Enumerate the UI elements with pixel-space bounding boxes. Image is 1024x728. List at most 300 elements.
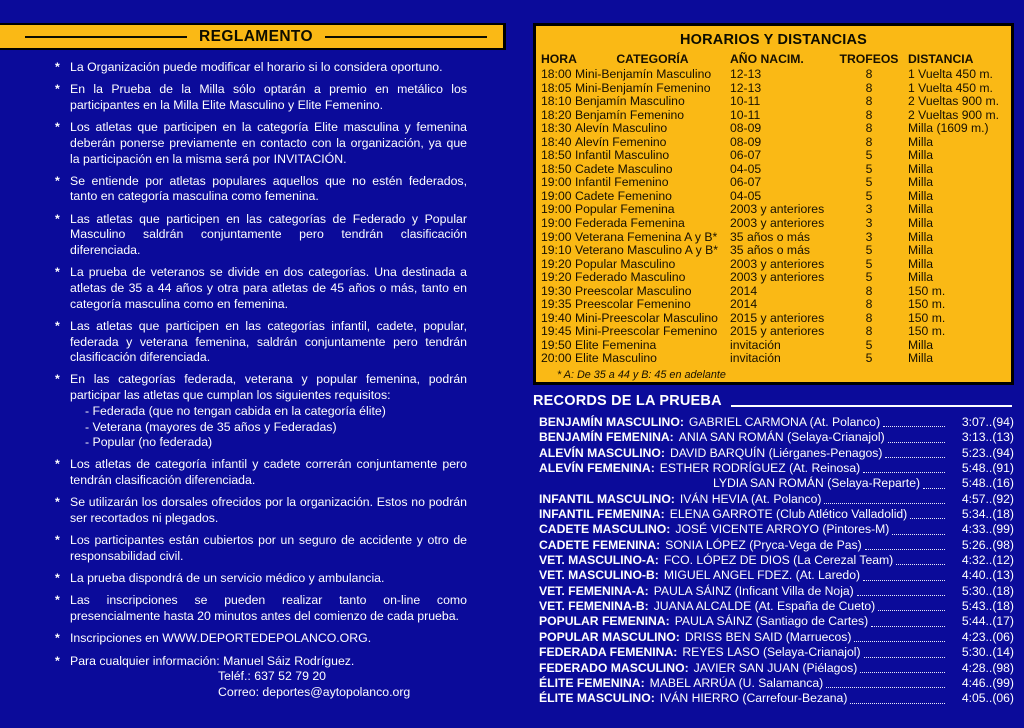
record-row <box>539 645 1014 660</box>
horario-row <box>541 298 1011 312</box>
record-holder-name: SONIA LÓPEZ (Pryca-Vega de Pas) <box>665 537 862 552</box>
record-category-label: VET. FEMENINA-B: <box>539 599 649 614</box>
dotted-leader <box>826 687 945 688</box>
horario-cell: 150 m. <box>908 283 946 298</box>
rule-paragraph: Se utilizarán los dorsales ofrecidos por la organización. Estos no podrán ser recortados ni plegados. <box>70 495 467 526</box>
horario-row <box>541 285 1011 299</box>
horario-cell: Milla <box>908 243 934 258</box>
horario-cell: 19:30 <box>541 283 572 298</box>
rule-text <box>70 60 467 76</box>
rule-subitem: - Popular (no federada) <box>85 435 213 450</box>
horario-cell: 8 <box>865 94 873 109</box>
horario-row <box>541 136 1011 150</box>
record-time: 4:46..(99) <box>961 675 1014 690</box>
horario-cell: 04-05 <box>730 161 762 176</box>
record-time: 4:33..(99) <box>961 522 1014 537</box>
right-column <box>533 23 1014 707</box>
rule-subitem: Correo: deportes@aytopolanco.org <box>218 684 411 699</box>
horario-cell: 12-13 <box>730 80 762 95</box>
rule-item <box>55 372 467 451</box>
horario-cell: 08-09 <box>730 134 762 149</box>
rule-item <box>55 495 467 526</box>
dotted-leader <box>892 534 945 535</box>
horario-row <box>541 203 1011 217</box>
horario-cell: Milla <box>908 134 934 149</box>
record-holder-name: REYES LASO (Selaya-Crianajol) <box>682 645 861 660</box>
horario-cell: 19:00 <box>541 216 572 231</box>
horario-cell: 19:20 <box>541 270 572 285</box>
header-rule-right <box>325 36 487 38</box>
horario-cell: 12-13 <box>730 67 762 81</box>
rule-text <box>70 265 467 312</box>
dotted-leader <box>864 657 945 658</box>
horario-row <box>541 163 1011 177</box>
horario-cell: 8 <box>865 121 873 136</box>
bullet-asterisk: * <box>55 495 60 510</box>
horario-cell: Cadete Femenino <box>575 188 672 203</box>
dotted-leader <box>824 503 945 504</box>
record-time: 5:30..(18) <box>961 583 1014 598</box>
rule-item <box>55 631 467 647</box>
rule-item <box>55 212 467 259</box>
horario-cell: 19:50 <box>541 337 572 352</box>
record-row <box>539 446 1014 461</box>
records-header-rule <box>731 405 1012 407</box>
horarios-table-body <box>541 68 1011 366</box>
horario-cell: 19:00 <box>541 188 572 203</box>
record-category-label: CADETE MASCULINO: <box>539 522 671 537</box>
horario-cell: Milla <box>908 256 934 271</box>
horario-cell: 8 <box>865 283 873 298</box>
horario-cell: 10-11 <box>730 107 761 122</box>
horario-cell: 5 <box>865 337 873 352</box>
horario-row <box>541 122 1011 136</box>
horario-cell: 5 <box>865 256 873 271</box>
horarios-table <box>536 51 1011 381</box>
record-category-label: ÉLITE MASCULINO: <box>539 691 655 706</box>
rule-paragraph: En las categorías federada, veterana y popular femenina, podrán participar las atletas que cumplan los siguientes requisitos: <box>70 372 467 403</box>
horario-cell: Milla <box>908 270 934 285</box>
reglamento-list <box>55 60 467 701</box>
rule-item <box>55 265 467 312</box>
horario-cell: 5 <box>865 243 873 258</box>
horario-cell: 20:00 <box>541 351 572 366</box>
record-holder-name: PAULA SÁINZ (Santiago de Cartes) <box>674 614 869 629</box>
horario-cell: 2015 y anteriores <box>730 310 825 325</box>
record-category-label: ÉLITE FEMENINA: <box>539 675 645 690</box>
horario-row <box>541 244 1011 258</box>
horario-row <box>541 82 1011 96</box>
horario-cell: 19:00 <box>541 202 572 217</box>
record-holder-name: PAULA SÁINZ (Inficant Villa de Noja) <box>653 583 854 598</box>
record-row <box>539 584 1014 599</box>
dotted-leader <box>883 426 945 427</box>
horario-cell: 2 Vueltas 900 m. <box>908 107 1000 122</box>
horario-cell: 19:45 <box>541 324 572 339</box>
rule-item <box>55 60 467 76</box>
rule-paragraph: Para cualquier información: Manuel Sáiz Rodríguez. <box>70 653 355 668</box>
horario-cell: 2014 <box>730 283 758 298</box>
horarios-table-head <box>541 51 1011 67</box>
record-holder-name: ANIA SAN ROMÁN (Selaya-Crianajol) <box>678 430 885 445</box>
horario-row <box>541 109 1011 123</box>
record-holder-name: MIGUEL ANGEL FDEZ. (At. Laredo) <box>663 568 861 583</box>
bullet-asterisk: * <box>55 533 60 548</box>
horario-cell: 8 <box>865 324 873 339</box>
rule-subitem: - Veterana (mayores de 35 años y Federadas) <box>85 419 337 434</box>
horario-cell: 04-05 <box>730 188 762 203</box>
record-holder-name: FCO. LÓPEZ DE DIOS (La Cerezal Team) <box>663 553 894 568</box>
rule-paragraph: Los atletas que participen en la categoría Elite masculina y femenina deberán ponerse previamente en contacto con la organización, ya que la participación en la misma será por INVITACIÓN. <box>70 120 467 166</box>
rule-paragraph: Las atletas que participen en las categorías infantil, cadete, popular, federada y veterana femenina, saldrán conjuntamente pero tendrán clasificación diferenciada. <box>70 318 467 365</box>
horario-cell: 19:40 <box>541 310 572 325</box>
record-holder-name: IVÁN HEVIA (At. Polanco) <box>679 491 822 506</box>
rule-subitem: - Federada (que no tengan cabida en la categoría élite) <box>85 403 386 418</box>
horario-cell: Mini-Benjamín Masculino <box>575 67 712 81</box>
horario-cell: 8 <box>865 80 873 95</box>
horario-cell: 8 <box>865 310 873 325</box>
horario-cell: Popular Femenina <box>575 202 675 217</box>
horario-cell: 5 <box>865 351 873 366</box>
reglamento-section <box>0 23 506 707</box>
record-category-label: INFANTIL MASCULINO: <box>539 491 675 506</box>
horarios-box <box>533 23 1014 385</box>
rule-text <box>70 82 467 113</box>
record-time: 5:23..(94) <box>961 445 1014 460</box>
horario-cell: Alevín Femenino <box>575 134 667 149</box>
records-title: RECORDS DE LA PRUEBA <box>533 393 722 409</box>
horario-cell: Elite Femenina <box>575 337 657 352</box>
horario-cell: 5 <box>865 188 873 203</box>
horario-cell: 19:00 <box>541 229 572 244</box>
horario-cell: 5 <box>865 175 873 190</box>
horario-row <box>541 68 1011 82</box>
horario-cell: 19:20 <box>541 256 572 271</box>
record-row <box>539 492 1014 507</box>
horario-cell: 18:30 <box>541 121 572 136</box>
horario-cell: 35 años o más <box>730 243 810 258</box>
rule-item <box>55 533 467 564</box>
horario-cell: 5 <box>865 270 873 285</box>
record-row <box>539 507 1014 522</box>
bullet-asterisk: * <box>55 653 60 668</box>
rule-item <box>55 319 467 366</box>
rule-text <box>70 495 467 526</box>
record-category-label: FEDERADA FEMENINA: <box>539 645 678 660</box>
horario-cell: 18:05 <box>541 80 572 95</box>
bullet-asterisk: * <box>55 372 60 387</box>
horario-cell: Milla <box>908 351 934 366</box>
bullet-asterisk: * <box>55 82 60 97</box>
horario-cell: Milla (1609 m.) <box>908 121 989 136</box>
record-category-label: VET. FEMENINA-A: <box>539 583 649 598</box>
bullet-asterisk: * <box>55 211 60 226</box>
horario-cell: 8 <box>865 134 873 149</box>
record-holder-name: GABRIEL CARMONA (At. Polanco) <box>688 415 881 429</box>
horario-cell: 150 m. <box>908 297 946 312</box>
record-time: 5:48..(16) <box>961 476 1014 491</box>
horario-row <box>541 339 1011 353</box>
record-category-label: BENJAMÍN MASCULINO: <box>539 415 684 429</box>
bullet-asterisk: * <box>55 457 60 472</box>
bullet-asterisk: * <box>55 60 60 74</box>
horario-cell: 18:20 <box>541 107 572 122</box>
record-holder-name: DAVID BARQUÍN (Liérganes-Penagos) <box>669 445 883 460</box>
record-holder-name: JAVIER SAN JUAN (Piélagos) <box>693 660 858 675</box>
horario-cell: Preescolar Masculino <box>575 283 692 298</box>
records-list <box>533 415 1014 707</box>
horario-row <box>541 231 1011 245</box>
horario-cell: 18:40 <box>541 134 572 149</box>
horario-cell: Infantil Femenino <box>575 175 669 190</box>
record-row <box>539 553 1014 568</box>
rule-item <box>55 593 467 624</box>
dotted-leader <box>865 549 945 550</box>
bullet-asterisk: * <box>55 631 60 646</box>
rule-text <box>70 372 467 451</box>
horario-cell: invitación <box>730 337 781 352</box>
horario-cell: Federado Masculino <box>575 270 686 285</box>
record-holder-name: MABEL ARRÚA (U. Salamanca) <box>649 675 824 690</box>
record-holder-name: IVÁN HIERRO (Carrefour-Bezana) <box>659 691 848 706</box>
rule-item <box>55 120 467 167</box>
horario-cell: Milla <box>908 188 934 203</box>
horario-cell: 18:50 <box>541 148 572 163</box>
horario-row <box>541 352 1011 366</box>
horario-cell: Milla <box>908 337 934 352</box>
bullet-asterisk: * <box>55 593 60 608</box>
horario-cell: Alevín Masculino <box>575 121 668 136</box>
horarios-footnote: * A: De 35 a 44 y B: 45 en adelante <box>557 369 726 382</box>
record-time: 4:32..(12) <box>961 553 1014 568</box>
horario-cell: Veterano Masculino A y B* <box>575 243 718 258</box>
records-section <box>533 393 1014 707</box>
horario-cell: 2015 y anteriores <box>730 324 825 339</box>
record-holder-name: JUANA ALCALDE (At. España de Cueto) <box>653 599 876 614</box>
horario-cell: 3 <box>865 202 873 217</box>
rule-paragraph: Los atletas de categoría infantil y cadete correrán conjuntamente pero tendrán clasificación diferenciada. <box>70 457 467 488</box>
bullet-asterisk: * <box>55 120 60 135</box>
horario-cell: Cadete Masculino <box>575 161 673 176</box>
horario-row <box>541 325 1011 339</box>
rule-text <box>70 593 467 624</box>
rule-text <box>70 174 467 205</box>
horario-cell: 150 m. <box>908 324 946 339</box>
record-row <box>539 676 1014 691</box>
dotted-leader <box>923 488 945 489</box>
horario-cell: Popular Masculino <box>575 256 676 271</box>
horario-cell: Mini-Preescolar Masculino <box>575 310 718 325</box>
horario-cell: 06-07 <box>730 175 762 190</box>
record-time: 5:30..(14) <box>961 645 1014 660</box>
horario-cell: 2003 y anteriores <box>730 202 825 217</box>
rule-paragraph: Las inscripciones se pueden realizar tanto on-line como presencialmente hasta 20 minutos antes del comienzo de cada prueba. <box>70 593 467 624</box>
horarios-title: HORARIOS Y DISTANCIAS <box>679 32 868 48</box>
horario-cell: 18:00 <box>541 67 572 81</box>
record-row <box>539 430 1014 445</box>
rule-text <box>70 319 467 366</box>
rule-paragraph: La prueba dispondrá de un servicio médico y ambulancia. <box>70 571 385 586</box>
record-holder-name: JOSÉ VICENTE ARROYO (Pintores-M) <box>675 522 890 537</box>
record-category-label: FEDERADO MASCULINO: <box>539 660 689 675</box>
horario-cell: Benjamín Masculino <box>575 94 685 109</box>
horario-cell: Milla <box>908 175 934 190</box>
horario-row <box>541 217 1011 231</box>
record-category-label: INFANTIL FEMENINA: <box>539 507 665 522</box>
horario-cell: Infantil Masculino <box>575 148 670 163</box>
rule-text <box>70 654 467 701</box>
reglamento-title: REGLAMENTO <box>199 27 313 45</box>
horarios-column-header: CATEGORÍA <box>616 52 689 66</box>
rule-paragraph: La Organización puede modificar el horario si lo considera oportuno. <box>70 60 443 74</box>
horario-cell: 8 <box>865 67 873 81</box>
horario-cell: 06-07 <box>730 148 762 163</box>
record-time: 5:26..(98) <box>961 537 1014 552</box>
horario-cell: Mini-Preescolar Femenino <box>575 324 718 339</box>
horario-cell: 5 <box>865 161 873 176</box>
record-row <box>539 522 1014 537</box>
rule-paragraph: Las atletas que participen en las categorías de Federado y Popular Masculino saldrán conjuntamente pero tendrán clasificación diferenciada. <box>70 211 467 258</box>
horario-cell: 2003 y anteriores <box>730 216 825 231</box>
horario-cell: 8 <box>865 297 873 312</box>
horario-cell: Milla <box>908 216 934 231</box>
rule-item <box>55 571 467 587</box>
bullet-asterisk: * <box>55 318 60 333</box>
record-time: 4:40..(13) <box>961 568 1014 583</box>
record-row <box>539 476 1014 491</box>
rule-subitem: Teléf.: 637 52 79 20 <box>218 669 327 684</box>
horario-row <box>541 271 1011 285</box>
rule-paragraph: Los participantes están cubiertos por un seguro de accidente y otro de responsabilidad civil. <box>70 533 467 563</box>
horario-cell: 2003 y anteriores <box>730 270 825 285</box>
dotted-leader <box>910 518 945 519</box>
record-time: 4:28..(98) <box>961 660 1014 675</box>
record-category-label: BENJAMÍN FEMENINA: <box>539 430 674 445</box>
horario-cell: 3 <box>865 229 873 244</box>
rule-text <box>70 212 467 259</box>
record-time: 3:13..(13) <box>961 430 1014 445</box>
horario-cell: 18:50 <box>541 161 572 176</box>
horario-cell: Veterana Femenina A y B* <box>575 229 718 244</box>
horario-cell: 1 Vuelta 450 m. <box>908 67 993 81</box>
horario-cell: 2003 y anteriores <box>730 256 825 271</box>
record-category-label: VET. MASCULINO-A: <box>539 553 659 568</box>
record-row <box>539 661 1014 676</box>
dotted-leader <box>878 610 945 611</box>
reglamento-header-bar <box>0 23 506 50</box>
horarios-column-header: DISTANCIA <box>908 52 974 66</box>
bullet-asterisk: * <box>55 571 60 586</box>
dotted-leader <box>863 472 945 473</box>
horario-row <box>541 95 1011 109</box>
record-holder-name: DRISS BEN SAID (Marruecos) <box>684 629 852 644</box>
dotted-leader <box>850 703 945 704</box>
rule-item <box>55 457 467 488</box>
dotted-leader <box>888 442 945 443</box>
horario-row <box>541 149 1011 163</box>
dotted-leader <box>863 580 945 581</box>
horario-cell: invitación <box>730 351 781 366</box>
header-rule-left <box>25 36 187 38</box>
bullet-asterisk: * <box>55 265 60 280</box>
record-row <box>539 538 1014 553</box>
horario-cell: 8 <box>865 107 873 122</box>
rule-text <box>70 120 467 167</box>
horario-cell: Preescolar Femenino <box>575 297 691 312</box>
rule-paragraph: Se entiende por atletas populares aquellos que no estén federados, tanto en categoría masculina como femenina. <box>70 173 467 204</box>
horario-cell: Mini-Benjamín Femenino <box>575 80 711 95</box>
horario-cell: 19:35 <box>541 297 572 312</box>
horario-cell: 5 <box>865 148 873 163</box>
rule-item <box>55 82 467 113</box>
dotted-leader <box>896 564 945 565</box>
dotted-leader <box>857 595 945 596</box>
record-row <box>539 599 1014 614</box>
horario-row <box>541 176 1011 190</box>
rule-item <box>55 174 467 205</box>
record-time: 5:43..(18) <box>961 599 1014 614</box>
rule-item <box>55 654 467 701</box>
record-holder-name: LYDIA SAN ROMÁN (Selaya-Reparte) <box>713 476 921 491</box>
horario-row <box>541 190 1011 204</box>
record-time: 3:07..(94) <box>961 415 1014 429</box>
record-holder-name: ESTHER RODRÍGUEZ (At. Reinosa) <box>659 461 861 476</box>
record-time: 5:34..(18) <box>961 507 1014 522</box>
record-time: 4:23..(06) <box>961 629 1014 644</box>
record-category-label: ALEVÍN FEMENINA: <box>539 461 655 476</box>
horario-cell: 1 Vuelta 450 m. <box>908 80 993 95</box>
horario-cell: 18:10 <box>541 94 572 109</box>
horario-cell: 35 años o más <box>730 229 810 244</box>
record-row <box>539 630 1014 645</box>
rule-text <box>70 631 467 647</box>
record-category-label: POPULAR MASCULINO: <box>539 629 680 644</box>
horario-cell: 3 <box>865 216 873 231</box>
record-row <box>539 691 1014 706</box>
horario-cell: Elite Masculino <box>575 351 657 366</box>
record-category-label: ALEVÍN MASCULINO: <box>539 445 665 460</box>
horario-cell: Benjamín Femenino <box>575 107 685 122</box>
record-category-label: CADETE FEMENINA: <box>539 537 661 552</box>
rule-paragraph: Inscripciones en WWW.DEPORTEDEPOLANCO.ORG. <box>70 631 372 646</box>
dotted-leader <box>885 457 945 458</box>
horario-cell: Milla <box>908 229 934 244</box>
record-row <box>539 568 1014 583</box>
record-time: 4:05..(06) <box>961 691 1014 706</box>
record-time: 4:57..(92) <box>961 491 1014 506</box>
rule-paragraph: En la Prueba de la Milla sólo optarán a premio en metálico los participantes en la Milla Elite Masculino y Elite Femenino. <box>70 82 467 112</box>
horario-cell: 2 Vueltas 900 m. <box>908 94 1000 109</box>
horario-cell: Federada Femenina <box>575 216 685 231</box>
horario-cell: 19:00 <box>541 175 572 190</box>
horario-cell: 08-09 <box>730 121 762 136</box>
horarios-column-header: HORA <box>541 52 577 66</box>
horario-cell: 2014 <box>730 297 758 312</box>
horario-cell: 19:10 <box>541 243 572 258</box>
dotted-leader <box>860 672 945 673</box>
record-row <box>539 415 1014 430</box>
horario-cell: Milla <box>908 161 934 176</box>
record-time: 5:44..(17) <box>961 614 1014 629</box>
rule-text <box>70 571 467 587</box>
record-time: 5:48..(91) <box>961 461 1014 476</box>
rule-text <box>70 533 467 564</box>
dotted-leader <box>871 626 945 627</box>
rule-paragraph: La prueba de veteranos se divide en dos categorías. Una destinada a atletas de 35 a 44 años y otra para atletas de 45 años o más, tanto en categoría masculina como en femenina. <box>70 265 467 311</box>
horario-cell: Milla <box>908 148 934 163</box>
record-category-label: VET. MASCULINO-B: <box>539 568 659 583</box>
rule-text <box>70 457 467 488</box>
